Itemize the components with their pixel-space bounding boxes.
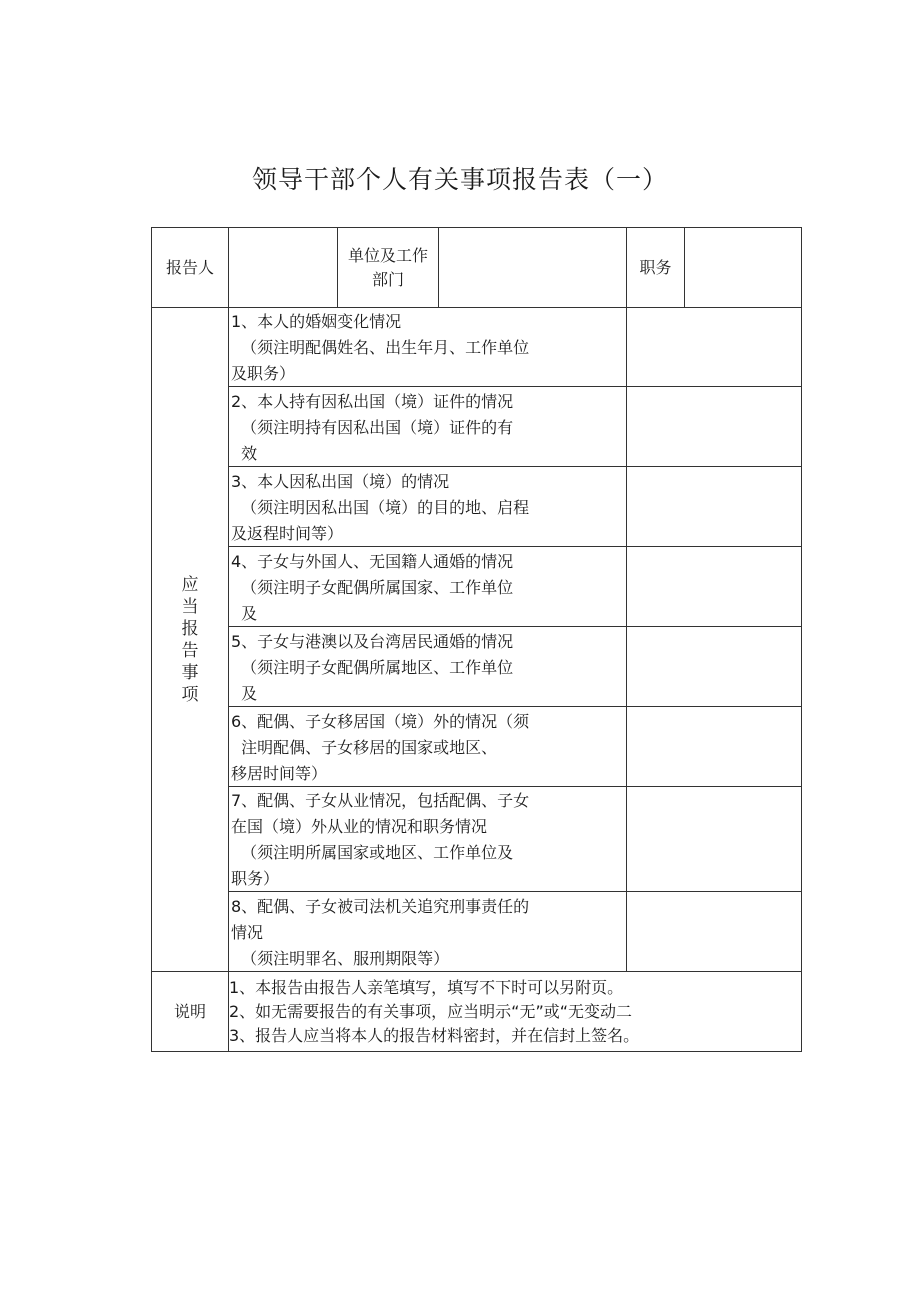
position-label: 职务 — [627, 228, 685, 308]
report-item-4 — [229, 547, 627, 627]
report-item-row — [152, 892, 802, 972]
reporter-name-field[interactable] — [229, 228, 338, 308]
report-item-2 — [229, 387, 627, 467]
page-title: 领导干部个人有关事项报告表（一） — [251, 165, 668, 194]
unit-label-line1: 单位及工作 — [347, 245, 428, 265]
items-section-label-cell — [152, 308, 229, 972]
report-item-5-answer-field[interactable] — [627, 627, 802, 707]
item-line: 1、本人的婚姻变化情况 — [231, 312, 402, 331]
report-item-row — [152, 707, 802, 787]
item-line: 及 — [231, 683, 258, 703]
report-item-7 — [229, 787, 627, 892]
item-line: 在国（境）外从业的情况和职务情况 — [231, 817, 488, 836]
item-line: 3、本人因私出国（境）的情况 — [231, 471, 450, 491]
item-line: 注明配偶、子女移居的国家或地区、 — [231, 737, 498, 757]
report-item-6 — [229, 707, 627, 787]
note-line: 1、本报告由报告人亲笔填写，填写不下时可以另附页。 — [229, 977, 624, 997]
item-line: 6、配偶、子女移居国（境）外的情况（须 — [231, 711, 530, 731]
report-item-6-answer-field[interactable] — [627, 707, 802, 787]
item-line: 及 — [231, 603, 258, 623]
report-item-1 — [229, 308, 627, 387]
item-line: 4、子女与外国人、无国籍人通婚的情况 — [231, 551, 514, 571]
report-item-row — [152, 467, 802, 547]
item-line: 移居时间等） — [231, 763, 328, 783]
item-line: 及返程时间等） — [231, 523, 344, 543]
item-line: 效 — [231, 443, 258, 463]
notes-row — [152, 972, 802, 1052]
item-line: 5、子女与港澳以及台湾居民通婚的情况 — [231, 631, 514, 651]
report-item-4-answer-field[interactable] — [627, 547, 802, 627]
report-item-row — [152, 547, 802, 627]
report-item-8-answer-field[interactable] — [627, 892, 802, 972]
position-field[interactable] — [685, 228, 802, 308]
unit-department-label — [338, 228, 439, 308]
report-item-row — [152, 308, 802, 387]
reporter-label: 报告人 — [152, 228, 229, 308]
report-item-2-answer-field[interactable] — [627, 387, 802, 467]
note-line: 3、报告人应当将本人的报告材料密封，并在信封上签名。 — [229, 1025, 640, 1045]
unit-department-field[interactable] — [439, 228, 627, 308]
item-line: （须注明持有因私出国（境）证件的有 — [231, 417, 514, 437]
report-form-table — [151, 227, 802, 1052]
report-item-row — [152, 387, 802, 467]
note-line: 2、如无需要报告的有关事项，应当明示“无”或“无变动二 — [229, 1001, 633, 1021]
item-line: 2、本人持有因私出国（境）证件的情况 — [231, 391, 514, 411]
report-item-7-answer-field[interactable] — [627, 787, 802, 892]
item-line: 情况 — [231, 922, 264, 942]
item-line: 职务） — [231, 869, 280, 888]
item-line: （须注明因私出国（境）的目的地、启程 — [231, 497, 530, 517]
report-item-row — [152, 627, 802, 707]
item-line: （须注明子女配偶所属国家、工作单位 — [231, 577, 514, 597]
notes-label: 说明 — [152, 972, 229, 1052]
header-row — [152, 228, 802, 308]
item-line: 7、配偶、子女从业情况，包括配偶、子女 — [231, 791, 530, 810]
item-line: （须注明子女配偶所属地区、工作单位 — [231, 657, 514, 677]
report-item-3-answer-field[interactable] — [627, 467, 802, 547]
item-line: 8、配偶、子女被司法机关追究刑事责任的 — [231, 896, 530, 916]
report-item-row — [152, 787, 802, 892]
item-line: 及职务） — [231, 364, 296, 383]
report-item-5 — [229, 627, 627, 707]
item-line: （须注明所属国家或地区、工作单位及 — [231, 843, 514, 862]
item-line: （须注明罪名、服刑期限等） — [231, 948, 450, 968]
items-section-label: 应当报告事项 — [181, 574, 199, 705]
report-item-3 — [229, 467, 627, 547]
report-item-8 — [229, 892, 627, 972]
notes-content — [229, 972, 802, 1052]
report-item-1-answer-field[interactable] — [627, 308, 802, 387]
unit-label-line2: 部门 — [371, 269, 404, 289]
item-line: （须注明配偶姓名、出生年月、工作单位 — [231, 338, 530, 357]
